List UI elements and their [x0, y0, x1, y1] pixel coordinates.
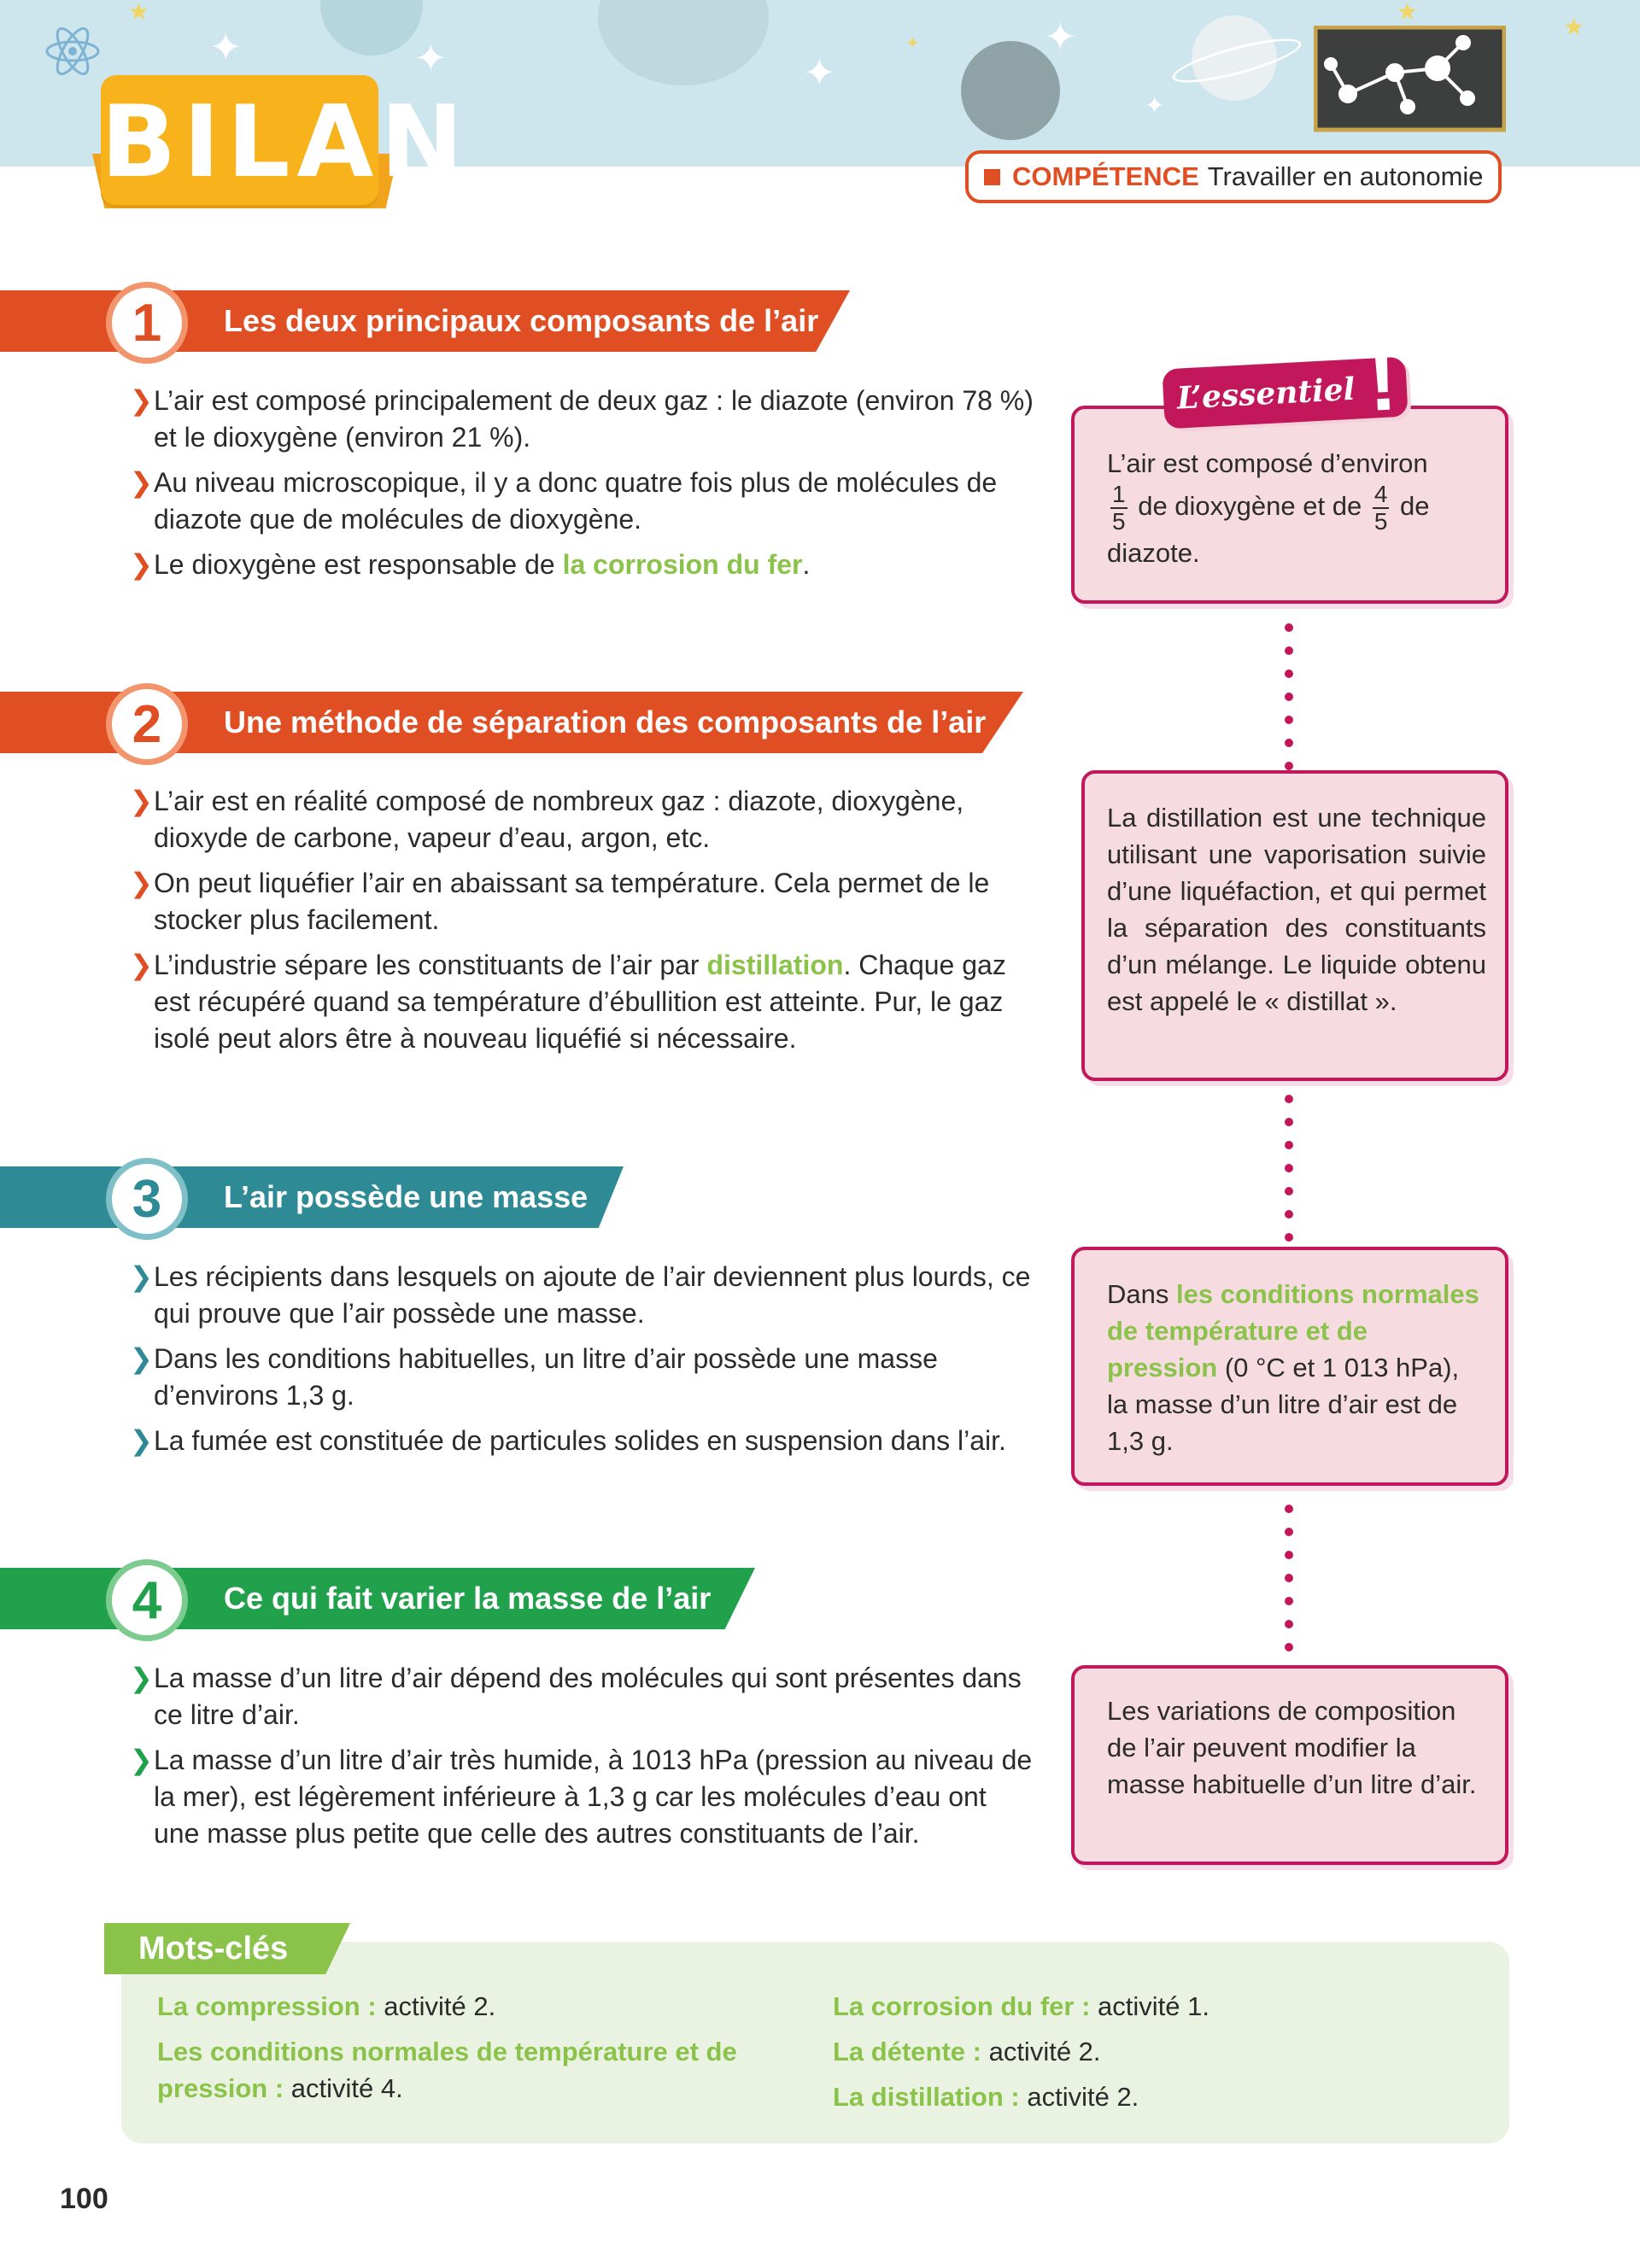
essentiel-card-3: Dans les conditions normales de température et de pression (0 °C et 1 013 hPa), la masse d’un litre d’air est de 1,3 g. — [1071, 1247, 1508, 1486]
bullet-item: ❯ Les récipients dans lesquels on ajoute de l’air deviennent plus lourds, ce qui prouve que l’air possède une masse. — [130, 1259, 1035, 1332]
chevron-right-icon: ❯ — [130, 1425, 153, 1456]
bullet-item: ❯ L’industrie sépare les constituants de l’air par distillation. Chaque gaz est récupéré quand sa température d’ébullition est atteinte. Pur, le gaz isolé peut alors être à nouveau liquéfié si nécessaire. — [130, 947, 1035, 1057]
star-icon: ✦ — [1145, 91, 1165, 120]
section-4-bullets — [130, 1660, 1035, 1861]
chevron-right-icon: ❯ — [130, 786, 153, 816]
star-icon: ✦ — [209, 24, 243, 70]
bullet-item: ❯ La fumée est constituée de particules solides en suspension dans l’air. — [130, 1423, 1035, 1459]
essentiel-card-2: La distillation est une technique utilisant une vaporisation suivie d’une liquéfaction, et qui permet la séparation des constituants d’un mélange. Le liquide obtenu est appelé le « distillat ». — [1081, 770, 1508, 1081]
atom-icon — [43, 21, 102, 81]
competence-label: COMPÉTENCE — [1012, 161, 1199, 191]
planet-icon — [320, 0, 423, 56]
highlight-term: les conditions normales de température et de pression — [1107, 1279, 1479, 1382]
star-icon: ✦ — [1044, 14, 1077, 60]
exclamation-icon: ! — [1365, 332, 1399, 430]
chevron-right-icon: ❯ — [130, 385, 153, 416]
chevron-right-icon: ❯ — [130, 1261, 153, 1292]
chevron-right-icon: ❯ — [130, 1663, 153, 1693]
section-4-title: Ce qui fait varier la masse de l’air — [224, 1581, 712, 1616]
chevron-right-icon: ❯ — [130, 549, 153, 580]
bullet-item: ❯ La masse d’un litre d’air très humide, à 1013 hPa (pression au niveau de la mer), est légèrement inférieure à 1,3 g car les molécules d’eau ont une masse plus petite que celle des autres constituants de l’air. — [130, 1742, 1035, 1852]
section-2-title: Une méthode de séparation des composants de l’air — [224, 704, 987, 739]
page-title: BILAN — [101, 85, 471, 200]
keyword-item: La détente : activité 2. — [833, 2037, 1101, 2066]
keywords-left-column — [157, 1988, 806, 2115]
highlight-term: distillation — [706, 950, 844, 980]
bullet-item: ❯ L’air est en réalité composé de nombreux gaz : diazote, dioxygène, dioxyde de carbone, vapeur d’eau, argon, etc. — [130, 783, 1035, 856]
keyword-item: La compression : activité 2. — [157, 1991, 496, 2021]
square-bullet-icon — [984, 169, 1000, 185]
planet-icon — [598, 0, 769, 85]
section-1-number: 1 — [106, 282, 188, 364]
competence-badge — [965, 150, 1502, 203]
highlight-term: la corrosion du fer — [562, 549, 803, 580]
essentiel-card-1: L’air est composé d’environ $\frac{1}{5}$ de dioxygène et de $\frac{4}{5}$ de diazote. — [1071, 406, 1508, 604]
chevron-right-icon: ❯ — [130, 1745, 153, 1775]
section-2-bullets — [130, 783, 1035, 1066]
keyword-item: La distillation : activité 2. — [833, 2082, 1139, 2112]
star-icon: ✦ — [414, 35, 448, 81]
star-icon: ★ — [128, 0, 150, 26]
star-icon: ✦ — [803, 50, 836, 96]
section-4-number: 4 — [106, 1559, 188, 1641]
competence-text: Travailler en autonomie — [1207, 161, 1484, 191]
chevron-right-icon: ❯ — [130, 1343, 153, 1374]
star-icon: ★ — [1563, 13, 1585, 41]
section-3-title: L’air possède une masse — [224, 1179, 589, 1214]
bullet-item: ❯ La masse d’un litre d’air dépend des molécules qui sont présentes dans ce litre d’air. — [130, 1660, 1035, 1733]
bullet-item: ❯ L’air est composé principalement de deux gaz : le diazote (environ 78 %) et le dioxygène (environ 21 %). — [130, 383, 1035, 456]
star-icon: ✦ — [905, 32, 920, 53]
keyword-item: La corrosion du fer : activité 1. — [833, 1991, 1210, 2021]
bullet-item: ❯ Dans les conditions habituelles, un litre d’air possède une masse d’environs 1,3 g. — [130, 1341, 1035, 1414]
fraction: $\frac{4}{5}$ — [1374, 481, 1388, 535]
section-2-number: 2 — [106, 683, 188, 765]
essentiel-card-4: Les variations de composition de l’air peuvent modifier la masse habituelle d’un litre d’air. — [1071, 1665, 1508, 1865]
keywords-title: Mots-clés — [138, 1931, 289, 1967]
section-3-number: 3 — [106, 1158, 188, 1240]
section-1-title: Les deux principaux composants de l’air — [224, 303, 819, 338]
keywords-right-column — [833, 1988, 1482, 2124]
star-icon: ★ — [1397, 0, 1419, 26]
bullet-item: ❯ Le dioxygène est responsable de la corrosion du fer. — [130, 547, 1035, 583]
essentiel-label: L’essentiel ! — [1162, 357, 1408, 430]
chevron-right-icon: ❯ — [130, 467, 153, 498]
molecule-board-icon — [1314, 26, 1506, 137]
section-1-bullets — [130, 383, 1035, 592]
bullet-item: ❯ On peut liquéfier l’air en abaissant sa température. Cela permet de le stocker plus facilement. — [130, 865, 1035, 938]
chevron-right-icon: ❯ — [130, 950, 153, 980]
bullet-item: ❯ Au niveau microscopique, il y a donc quatre fois plus de molécules de diazote que de molécules de dioxygène. — [130, 465, 1035, 538]
section-3-bullets — [130, 1259, 1035, 1468]
chevron-right-icon: ❯ — [130, 868, 153, 898]
fraction: $\frac{1}{5}$ — [1112, 481, 1126, 535]
keyword-item: Les conditions normales de température et de pression : activité 4. — [157, 2037, 737, 2103]
page-number: 100 — [60, 2183, 108, 2215]
